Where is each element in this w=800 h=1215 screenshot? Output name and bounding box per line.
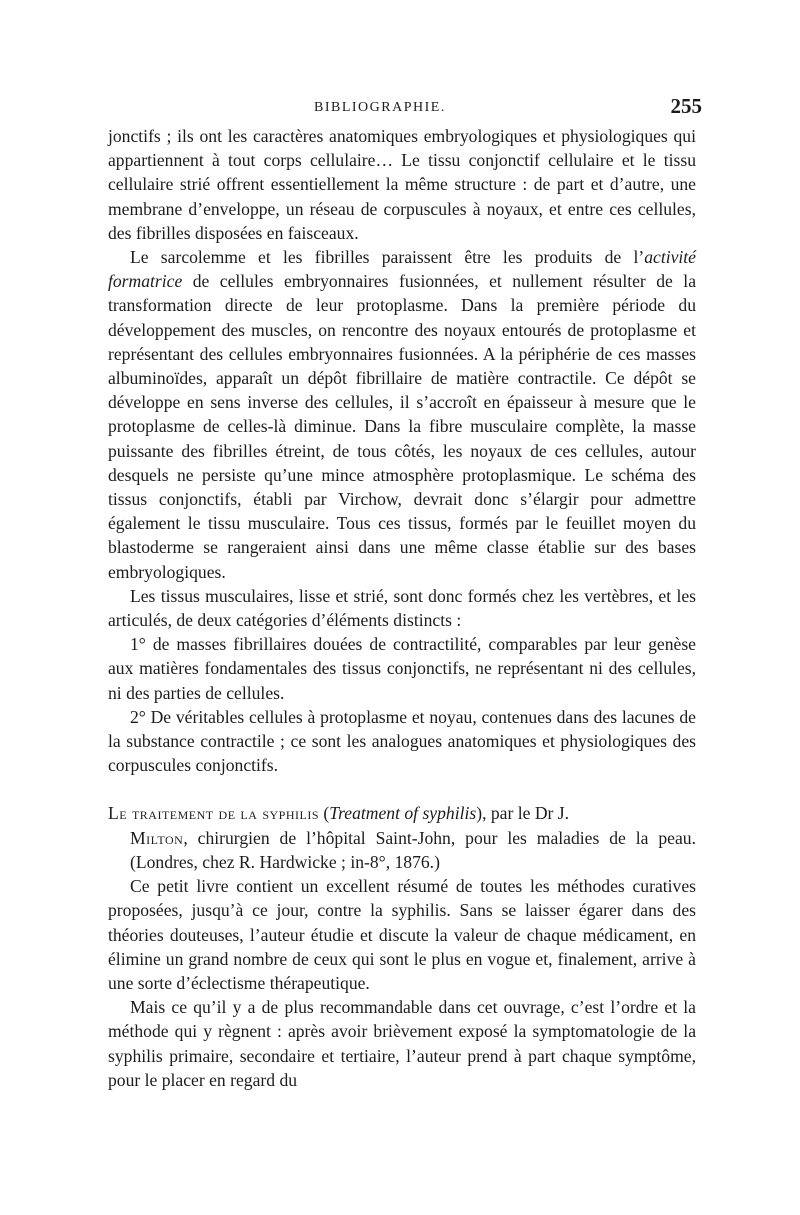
review-author: Milton	[130, 827, 184, 848]
paragraph-item-2: 2° De véritables cellules à protoplasme et noyau, contenues dans des lacunes de la substance contractile ; ce sont les analogues anatomiques et physiologiques des corpuscules conjonctifs.	[108, 706, 696, 776]
italic-term: activité formatrice	[108, 247, 696, 292]
paragraph-sarcolemme-end: de cellules embryonnaires fusionnées, et nullement résulter de la transformation directe de leur protoplasme. Dans la première période du développement des muscles, on rencontre des noyaux entourés de protoplasme et représentant des cellules embryonnaires fusionnées. A la périphérie de ces masses albuminoïdes, apparaît un dépôt fibrillaire de matière contractile. Ce dépôt se développe en sens inverse des cellules, il s’accroît en épaisseur à mesure que le protoplasme de celles-là diminue. Dans la fibre musculaire complète, la masse puissante des fibrilles étreint, de tous côtés, les noyaux de ces cellules, autour desquels ne persiste qu’une mince atmosphère protoplasmique. Le schéma des tissus conjonctifs, établi par Virchow, devrait donc s’élargir pour admettre également le tissu musculaire. Tous ces tissus, formés par le feuillet moyen du blastoderme se rangeraient ainsi dans une même classe établie sur des bases embryologiques.	[108, 271, 696, 582]
paragraph-sarcolemme-start: Le sarcolemme et les fibrilles paraissent être les produits de l’	[130, 247, 645, 268]
body-text	[108, 124, 696, 1092]
section-gap	[108, 777, 696, 801]
page-number: 255	[670, 94, 702, 118]
book-page	[108, 90, 702, 1092]
running-head	[108, 90, 702, 124]
paragraph-continuation: jonctifs ; ils ont les caractères anatomiques embryologiques et physiologiques qui appartiennent à tout corps cellulaire… Le tissu conjonctif cellulaire et le tissu cellulaire strié offrent essentiellement la même structure : de part et d’autre, une membrane d’enveloppe, un réseau de corpuscules à noyaux, et entre ces cellules, des fibrilles disposées en faisceaux.	[108, 126, 696, 243]
review-heading-hang	[108, 826, 696, 874]
paragraph-review-summary: Ce petit livre contient un excellent résumé de toutes les méthodes curatives proposées, jusqu’à ce jour, contre la syphilis. Sans se laisser égarer dans des théories douteuses, l’auteur étudie et discute la valeur de chaque médicament, en élimine un grand nombre de ceux qui sont le plus en vogue et, finalement, arrive à une sorte d’éclectisme thérapeutique.	[108, 876, 696, 993]
review-by: par le	[490, 803, 531, 824]
review-english-title: Treatment of syphilis	[329, 803, 477, 824]
review-title: Le traitement de la syphilis	[108, 803, 319, 824]
review-heading: Le traitement de la syphilis (Treatment of syphilis), par le Dr J. Milton, chirurgien de l’hôpital Saint-John, pour les maladies de la peau. (Londres, chez R. Hardwicke ; in-8°, 1876.)	[108, 801, 696, 874]
review-publication: , chirurgien de l’hôpital Saint-John, pour les maladies de la peau. (Londres, chez R. Hardwicke ; in-8°, 1876.)	[130, 827, 696, 872]
paragraph-tissus: Les tissus musculaires, lisse et strié, sont donc formés chez les vertèbres, et les articulés, de deux catégories d’éléments distincts :	[108, 585, 696, 631]
paragraph-review-method: Mais ce qu’il y a de plus recommandable dans cet ouvrage, c’est l’ordre et la méthode qui y règnent : après avoir brièvement exposé la symptomatologie de la syphilis primaire, secondaire et tertiaire, l’auteur prend à part chaque symptôme, pour le placer en regard du	[108, 997, 696, 1090]
paragraph-sarcolemme	[108, 245, 696, 584]
running-head-title: BIBLIOGRAPHIE.	[314, 100, 446, 115]
paragraph-item-1: 1° de masses fibrillaires douées de contractilité, comparables par leur genèse aux matières fondamentales des tissus conjonctifs, ne représentant ni des cellules, ni des parties de cellules.	[108, 634, 696, 703]
review-doctor: Dr J.	[534, 803, 570, 824]
